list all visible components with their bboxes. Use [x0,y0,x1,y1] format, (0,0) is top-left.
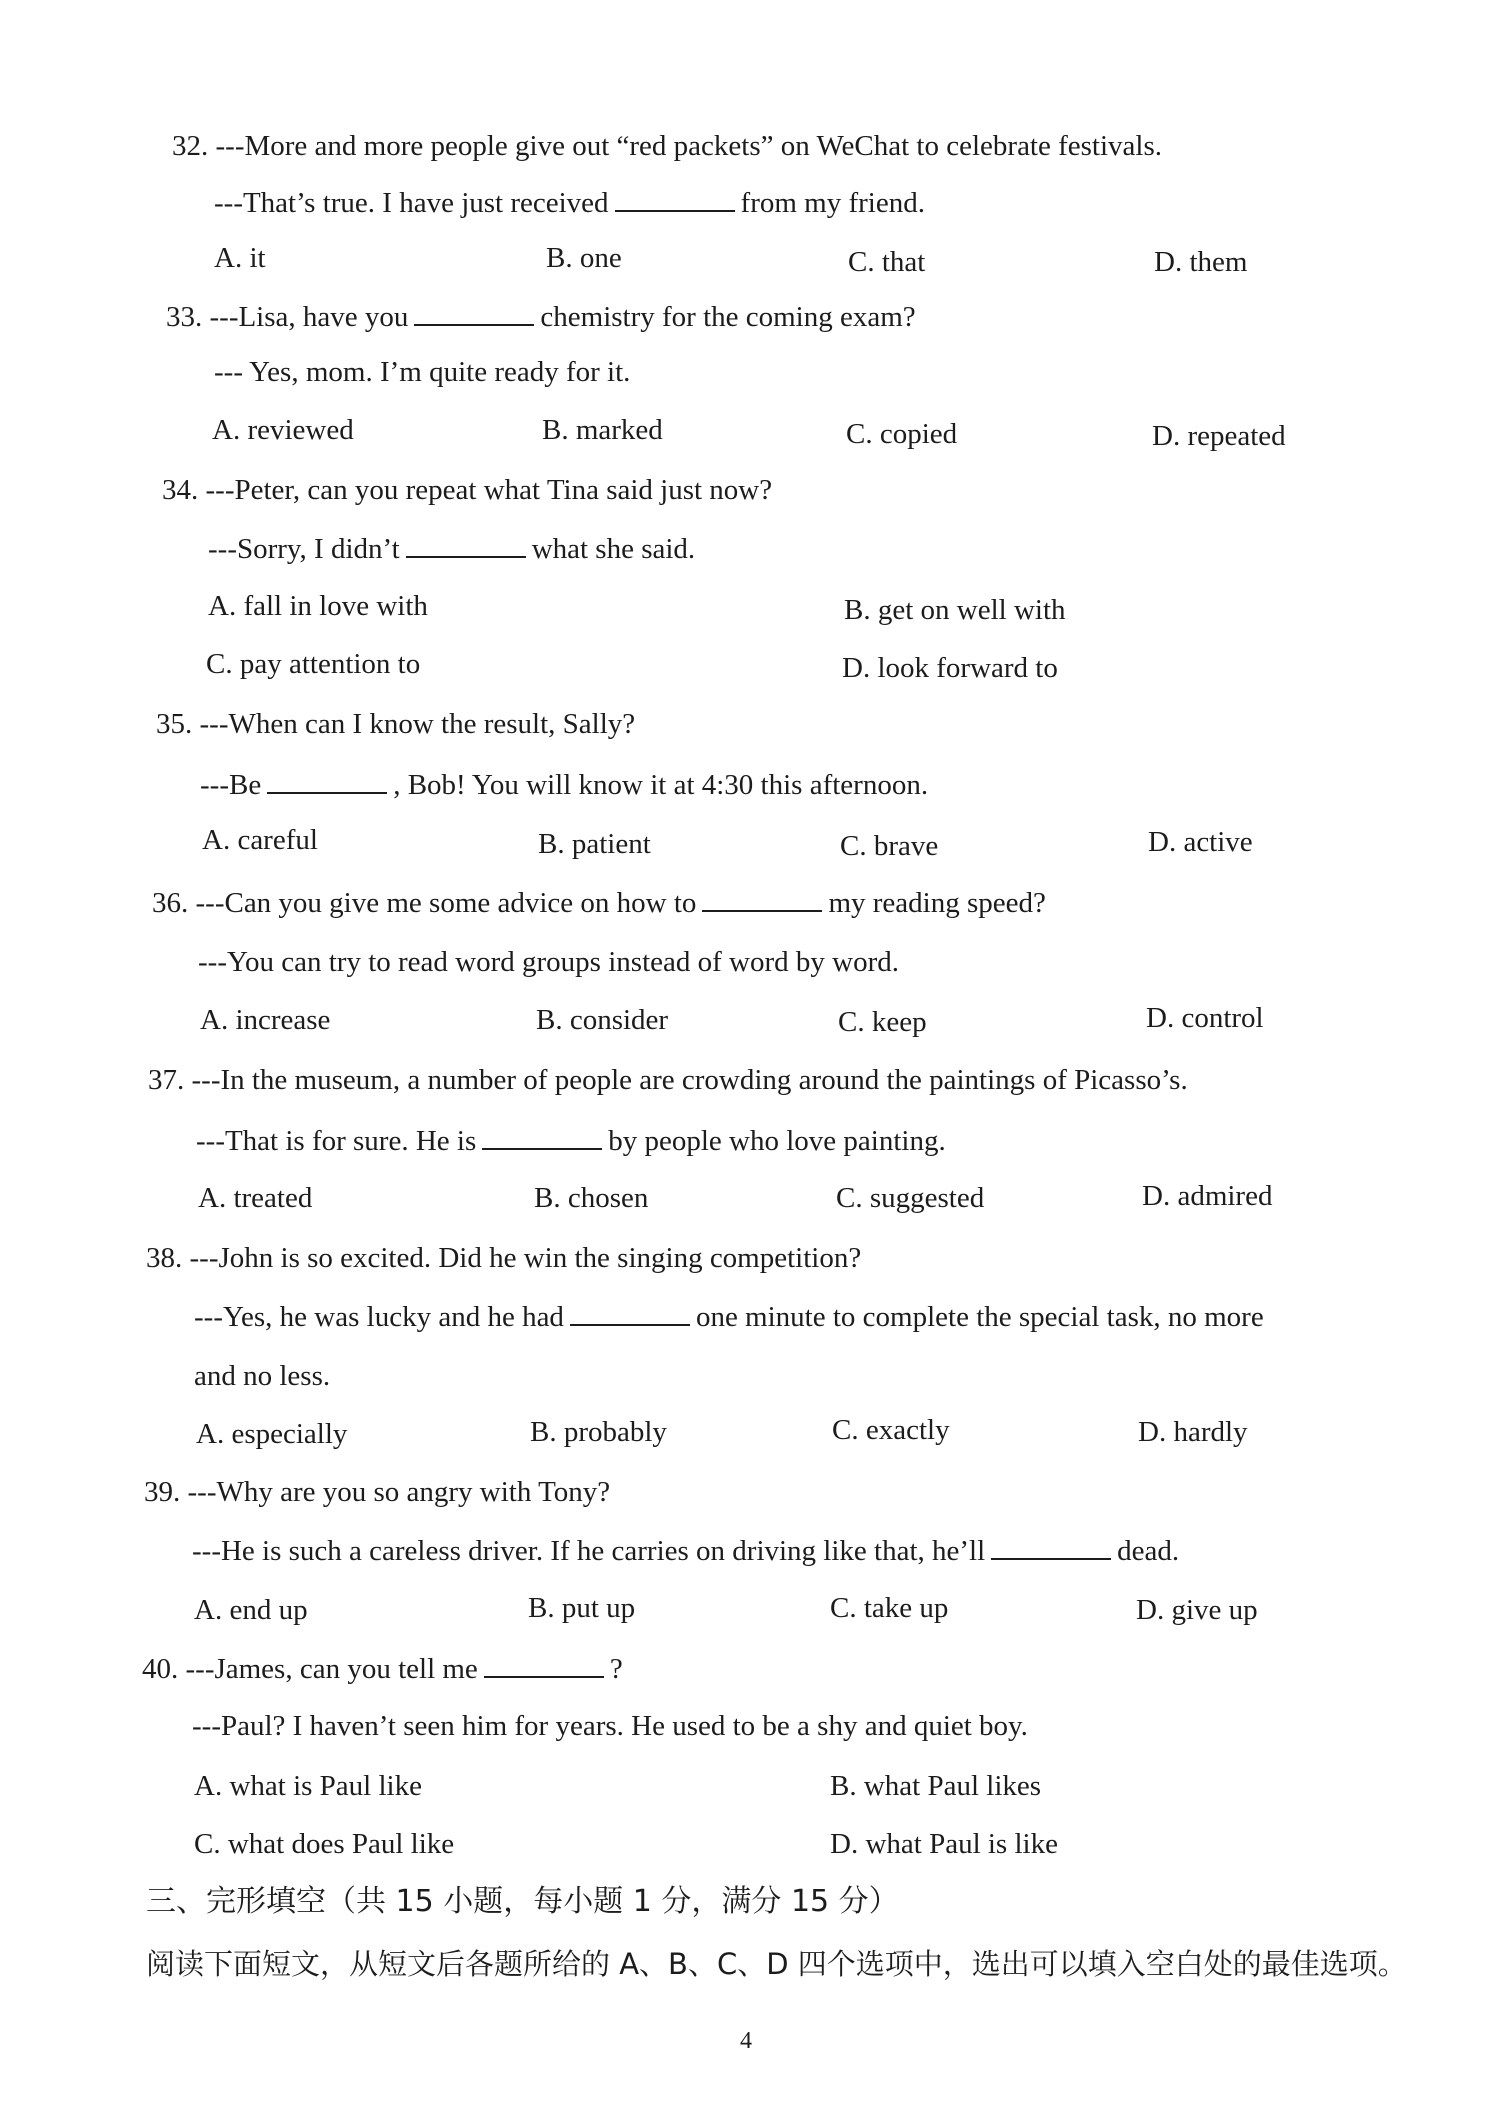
option-d: D. active [1148,826,1253,858]
question-40-response: ---Paul? I haven’t seen him for years. He used to be a shy and quiet boy. [192,1710,1028,1742]
option-a: A. treated [198,1182,313,1214]
option-a: A. what is Paul like [194,1770,422,1802]
option-d: D. them [1154,246,1248,278]
section-title: 三、完形填空（共 15 小题，每小题 1 分，满分 15 分） [146,1884,899,1919]
option-b: B. consider [536,1004,669,1036]
question-38-response: ---Yes, he was lucky and he had one minute to complete the special task, no more [194,1298,1264,1335]
option-c: C. copied [846,418,958,450]
option-c: C. suggested [836,1182,985,1214]
option-d: D. look forward to [842,652,1058,684]
option-b: B. what Paul likes [830,1770,1042,1802]
option-d: D. admired [1142,1180,1273,1212]
option-c: C. take up [830,1592,949,1624]
option-c: C. keep [838,1006,927,1038]
option-a: A. it [214,242,266,274]
question-39-response: ---He is such a careless driver. If he carries on driving like that, he’ll dead. [192,1532,1179,1569]
question-33-prompt: 33. ---Lisa, have you chemistry for the coming exam? [166,298,916,335]
answer-blank [406,530,526,558]
question-39-prompt: 39. ---Why are you so angry with Tony? [144,1476,611,1508]
option-b: B. one [546,242,622,274]
answer-blank [267,766,387,794]
option-d: D. what Paul is like [830,1828,1058,1860]
question-38-response-continued: and no less. [194,1360,331,1392]
question-37-response: ---That is for sure. He is by people who love painting. [196,1122,946,1159]
answer-blank [482,1122,602,1150]
question-36-response: ---You can try to read word groups instead of word by word. [198,946,899,978]
option-a: A. reviewed [212,414,354,446]
answer-blank [484,1650,604,1678]
question-36-prompt: 36. ---Can you give me some advice on how to my reading speed? [152,884,1046,921]
question-34-response: ---Sorry, I didn’t what she said. [208,530,695,567]
answer-blank [414,298,534,326]
option-a: A. end up [194,1594,308,1626]
question-40-prompt: 40. ---James, can you tell me ? [142,1650,623,1687]
option-c: C. pay attention to [206,648,421,680]
answer-blank [570,1298,690,1326]
question-35-response: ---Be , Bob! You will know it at 4:30 this afternoon. [200,766,928,803]
question-33-response: --- Yes, mom. I’m quite ready for it. [214,356,631,388]
option-b: B. patient [538,828,651,860]
question-35-prompt: 35. ---When can I know the result, Sally? [156,708,636,740]
option-a: A. careful [202,824,318,856]
answer-blank [702,884,822,912]
question-37-prompt: 37. ---In the museum, a number of people are crowding around the paintings of Picasso’s. [148,1064,1188,1096]
question-32-prompt: 32. ---More and more people give out “red packets” on WeChat to celebrate festivals. [172,130,1163,162]
option-d: D. control [1146,1002,1264,1034]
option-b: B. chosen [534,1182,649,1214]
option-d: D. hardly [1138,1416,1248,1448]
option-a: A. increase [200,1004,331,1036]
option-d: D. give up [1136,1594,1258,1626]
option-c: C. brave [840,830,939,862]
option-b: B. probably [530,1416,667,1448]
answer-blank [991,1532,1111,1560]
question-34-prompt: 34. ---Peter, can you repeat what Tina said just now? [162,474,773,506]
option-a: A. especially [196,1418,348,1450]
option-c: C. exactly [832,1414,950,1446]
answer-blank [615,184,735,212]
option-c: C. that [848,246,926,278]
section-instruction: 阅读下面短文，从短文后各题所给的 A、B、C、D 四个选项中，选出可以填入空白处的最佳选项。 [146,1947,1407,1981]
option-b: B. put up [528,1592,636,1624]
question-32-response: ---That’s true. I have just received from my friend. [214,184,925,221]
question-38-prompt: 38. ---John is so excited. Did he win the singing competition? [146,1242,862,1274]
option-b: B. marked [542,414,663,446]
option-b: B. get on well with [844,594,1066,626]
option-a: A. fall in love with [208,590,428,622]
option-c: C. what does Paul like [194,1828,455,1860]
page-number: 4 [740,2028,752,2054]
option-d: D. repeated [1152,420,1286,452]
